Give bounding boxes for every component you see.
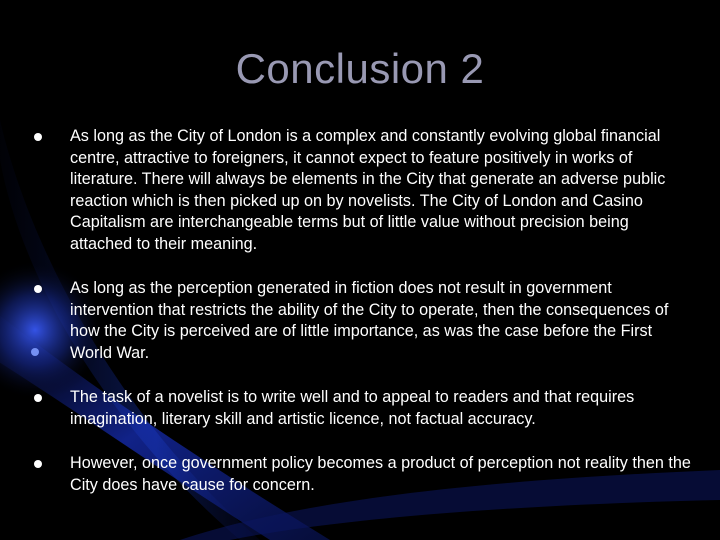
bullet-text: However, once government policy becomes a product of perception not reality then the City does have cause for concern. <box>70 454 691 494</box>
bullet-list <box>34 126 694 496</box>
bullet-dot-icon <box>34 460 42 468</box>
bullet-dot-icon <box>34 285 42 293</box>
bullet-text: The task of a novelist is to write well and to appeal to readers and that requires imagination, literary skill and artistic licence, not factual accuracy. <box>70 388 635 428</box>
bullet-item <box>34 126 694 255</box>
bullet-dot-icon <box>34 133 42 141</box>
bullet-text: As long as the perception generated in fiction does not result in government intervention that restricts the ability of the City to operate, then the consequences of how the City is perceived are of little importance, as was the case before the First World War. <box>70 279 669 362</box>
bullet-item <box>34 387 694 430</box>
bullet-dot-icon <box>34 394 42 402</box>
slide-title: Conclusion 2 <box>235 45 485 92</box>
bullet-item <box>34 453 694 496</box>
bullet-item <box>34 278 694 364</box>
bullet-text: As long as the City of London is a complex and constantly evolving global financial centre, attractive to foreigners, it cannot expect to feature positively in works of literature. There will always be elements in the City that generate an adverse public reaction which is then picked up on by novelists. The City of London and Casino Capitalism are interchangeable terms but of little value without precision being attached to their meaning. <box>70 127 666 253</box>
